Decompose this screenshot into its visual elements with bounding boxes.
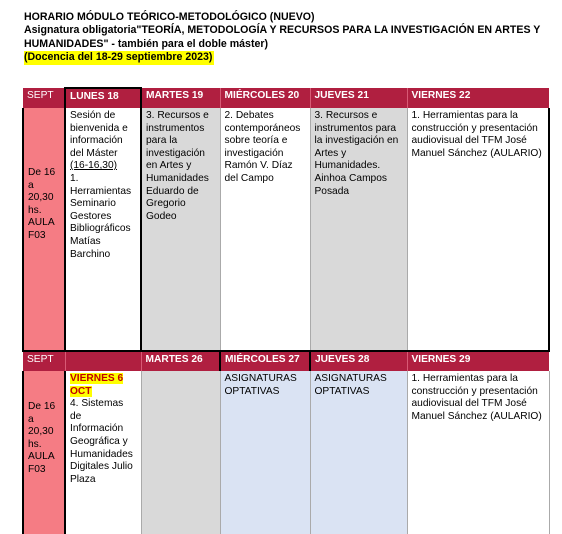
week1-martes-header: MARTES 19	[141, 88, 220, 108]
week2-time-room: De 16 a 20,30 hs. AULA F03	[23, 371, 65, 534]
lunes-welcome-text: Sesión de bienvenida e información del Máster	[70, 110, 128, 159]
week2-header-row	[23, 351, 549, 371]
week2-miercoles-header: MIÉRCOLES 27	[220, 351, 310, 371]
week2-viernes-cell: 1. Herramientas para la construcción y presentación audiovisual del TFM José Manuel Sánchez (AULARIO)	[407, 371, 549, 534]
lunes-welcome-time: (16-16,30)	[70, 160, 118, 172]
week1-time-room: De 16 a 20,30 hs. AULA F03	[23, 108, 65, 351]
schedule-table	[22, 87, 550, 534]
week2-first-title: VIERNES 6 OCT	[70, 373, 124, 397]
week1-sept-header: SEPT	[23, 88, 65, 108]
week2-first-header	[65, 351, 141, 371]
week2-martes-header: MARTES 26	[141, 351, 220, 371]
week1-viernes-cell: 1. Herramientas para la construcción y presentación audiovisual del TFM José Manuel Sánchez (AULARIO)	[407, 108, 549, 351]
week2-row	[23, 371, 549, 534]
week1-jueves-header: JUEVES 21	[310, 88, 407, 108]
week2-jueves-cell: ASIGNATURAS OPTATIVAS	[310, 371, 407, 534]
week2-viernes-header: VIERNES 29	[407, 351, 549, 371]
lunes-session-text: 1. Herramientas Seminario Gestores Bibliográficos Matías Barchino	[70, 172, 132, 260]
week2-first-cell	[65, 371, 141, 534]
week1-miercoles-cell: 2. Debates contemporáneos sobre teoría e investigación Ramón V. Díaz del Campo	[220, 108, 310, 351]
week2-martes-cell	[141, 371, 220, 534]
week1-header-row	[23, 88, 549, 108]
week2-miercoles-cell: ASIGNATURAS OPTATIVAS	[220, 371, 310, 534]
header-dates-highlight: (Docencia del 18-29 septiembre 2023)	[24, 51, 213, 64]
header-subject-line2: HUMANIDADES" - también para el doble máster)	[24, 37, 269, 50]
header-title: HORARIO MÓDULO TEÓRICO-METODOLÓGICO (NUEVO)	[24, 11, 315, 23]
document-header	[24, 11, 554, 65]
week1-row	[23, 108, 549, 351]
week1-miercoles-header: MIÉRCOLES 20	[220, 88, 310, 108]
week1-lunes-header: LUNES 18	[65, 88, 141, 108]
week1-viernes-header: VIERNES 22	[407, 88, 549, 108]
week1-jueves-cell: 3. Recursos e instrumentos para la investigación en Artes y Humanidades. Ainhoa Campos Posada	[310, 108, 407, 351]
week1-martes-cell: 3. Recursos e instrumentos para la investigación en Artes y Humanidades Eduardo de Gregorio Godeo	[141, 108, 220, 351]
week1-lunes-cell	[65, 108, 141, 351]
week2-first-body: 4. Sistemas de Información Geográfica y Humanidades Digitales Julio Plaza	[70, 398, 133, 485]
week2-sept-header: SEPT	[23, 351, 65, 371]
week2-jueves-header: JUEVES 28	[310, 351, 407, 371]
header-subject-line1: Asignatura obligatoria"TEORÍA, METODOLOGÍA Y RECURSOS PARA LA INVESTIGACIÓN EN ARTES Y	[24, 24, 541, 37]
